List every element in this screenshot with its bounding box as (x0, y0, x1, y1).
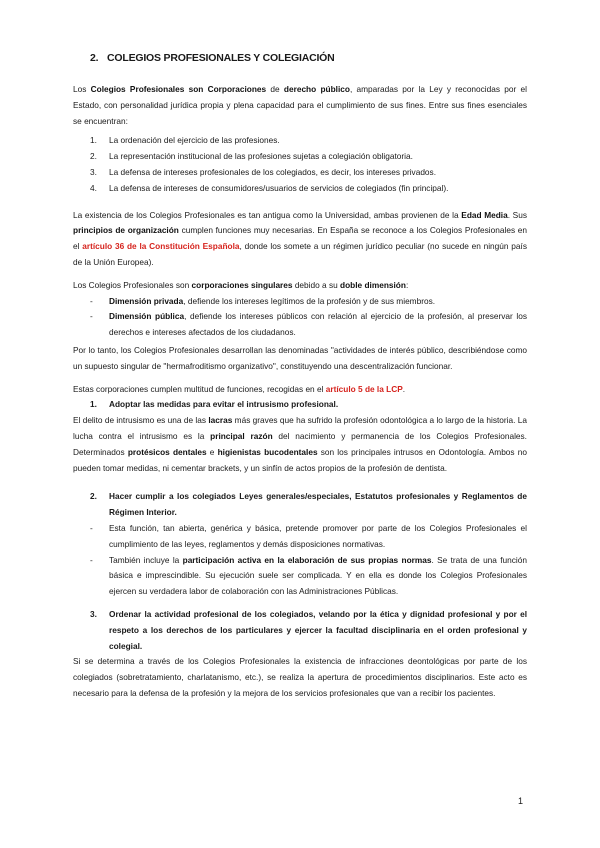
dimension-list (73, 294, 527, 341)
function-3-heading: 3. Ordenar la actividad profesional de los colegiados, velando por la ética y dignidad profesional y por el respeto a los derechos de los particulares y ejercer la facultad disciplinaria en el orden profesional y colegial. (90, 608, 527, 651)
list-item: 2. La representación institucional de las profesiones sujetas a colegiación obligatoria. (90, 151, 413, 162)
list-item: 3. La defensa de intereses profesionales de los colegiados, es decir, los intereses privados. (90, 166, 437, 177)
function-1-heading: 1. Adoptar las medidas para evitar el intrusismo profesional. (90, 399, 339, 410)
list-item: - Dimensión privada, defiende los intereses legítimos de la profesión y de sus miembros. (90, 295, 436, 306)
function-2-heading: 2. Hacer cumplir a los colegiados Leyes generales/especiales, Estatutos profesionales y Reglamentos de Régimen Interior. (90, 491, 527, 518)
list-item: - Esta función, tan abierta, genérica y básica, pretende promover por parte de los Colegios Profesionales el cumplimiento de las leyes, reglamentos y demás disposiciones normativas. (90, 522, 527, 549)
function-2-list (73, 521, 527, 600)
intrusism-paragraph: El delito de intrusismo es una de las lacras más graves que ha sufrido la profesión odontológica a lo largo de la historia. La lucha contra el intrusismo es la principal razón del nacimiento y permanencia de los Colegios Profesionales. Determinados protésicos dentales e higienistas bucodentales son los principales intrusos en Odontología. Ambos no pueden tomar medidas, ni cementar brackets, y un sinfín de actos propios de la profesión de dentista. (73, 415, 527, 473)
disciplinary-paragraph: Si se determina a través de los Colegios Profesionales la existencia de infracciones deontológicas por parte de los colegiados (sobretratamiento, charlatanismo, etc.), se realiza la apertura de procedimientos disciplinarios. Este acto es necesario para la defensa de la profesión y la mejora de los servicios profesionales que van a recibir los pacientes. (73, 656, 527, 698)
section-title: COLEGIOS PROFESIONALES Y COLEGIACIÓN (107, 52, 335, 64)
conclusion-paragraph: Por lo tanto, los Colegios Profesionales desarrollan las denominadas "actividades de interés público, describiéndose como un supuesto singular de "hermafroditismo organizativo", constituyendo una descentralización funcionar. (73, 344, 527, 371)
intro-paragraph: Los Colegios Profesionales son Corporaciones de derecho público, amparadas por la Ley y reconocidas por el Estado, con personalidad jurídica propia y plena capacidad para el cumplimiento de sus fines. Entre sus fines esenciales se encuentran: (73, 84, 527, 126)
history-paragraph: La existencia de los Colegios Profesionales es tan antigua como la Universidad, ambas provienen de la Edad Media. Sus principios de organización cumplen funciones muy necesarias. En España se reconoce a los Colegios Profesionales en el artículo 36 de la Constitución Española, donde los somete a un régimen jurídico peculiar (no sucede en ningún país de la Unión Europea). (73, 209, 528, 267)
list-item: 4. La defensa de intereses de consumidores/usuarios de servicios de colegiados (fin principal). (90, 182, 449, 193)
dimension-intro: Los Colegios Profesionales son corporaciones singulares debido a su doble dimensión: (73, 279, 409, 290)
list-item: - Dimensión pública, defiende los intereses públicos con relación al ejercicio de la profesión, al preservar los derechos e intereses afectados de los ciudadanos. (90, 311, 527, 338)
document-page (73, 52, 527, 706)
list-item: 1. La ordenación del ejercicio de las profesiones. (90, 135, 280, 146)
lcp-reference: artículo 5 de la LCP (325, 383, 403, 394)
page-number: 1 (518, 796, 524, 806)
section-heading (90, 52, 527, 64)
fines-list (73, 133, 527, 196)
functions-intro: Estas corporaciones cumplen multitud de funciones, recogidas en el artículo 5 de la LCP. (73, 383, 406, 394)
constitution-reference: artículo 36 de la Constitución Española (82, 241, 240, 252)
list-item: - También incluye la participación activa en la elaboración de sus propias normas. Se trata de una función básica e imprescindible. Su ejecución suele ser complicada. Y en ella es donde los Colegios Profesionales ejercen su verdadera labor de colaboración con las Administraciones Públicas. (90, 554, 527, 597)
section-number: 2. (90, 52, 99, 64)
